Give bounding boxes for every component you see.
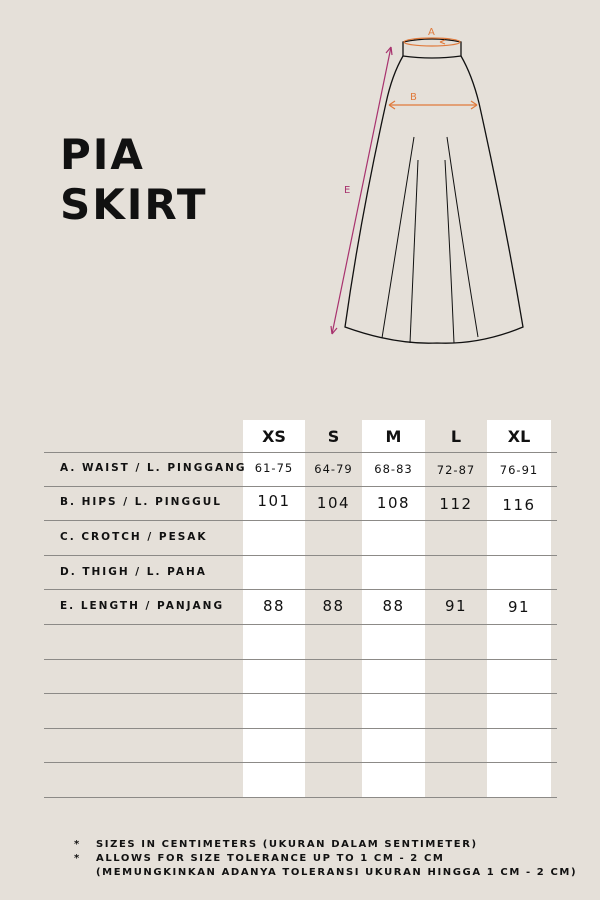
measure-e-arrow [332,47,391,334]
skirt-seam [447,137,478,337]
skirt-waistband [403,39,461,58]
footnote-text: ALLOWS FOR SIZE TOLERANCE UP TO 1 CM - 2 CM [96,853,445,864]
cell-length-s: 88 [322,597,345,615]
skirt-seam [445,160,454,343]
row-divider [44,589,557,590]
footnote-2-continued [74,866,577,880]
title-line-2: SKIRT [60,180,208,229]
row-divider [44,762,557,763]
footnote-2 [74,852,577,866]
row-divider [44,659,557,660]
cell-length-m: 88 [382,597,405,615]
measure-e-label: E [344,185,351,196]
skirt-seam [382,137,414,338]
skirt-diagram [320,18,540,358]
cell-hips-xs: 101 [257,492,291,510]
footnote-bullet: * [74,839,81,850]
row-label-length: E. LENGTH / PANJANG [60,600,225,612]
cell-waist-m: 68-83 [374,462,413,476]
row-divider [44,520,557,521]
size-header-l: L [450,427,462,446]
measure-b-label: B [410,92,417,103]
row-divider [44,797,557,798]
footnotes [74,838,577,880]
cell-waist-xs: 61-75 [254,461,294,475]
row-divider [44,693,557,694]
row-divider [44,555,557,556]
cell-waist-l: 72-87 [436,463,476,477]
footnote-bullet: * [74,853,81,864]
cell-waist-s: 64-79 [314,462,353,476]
size-header-m: M [385,427,402,446]
cell-waist-xl: 76-91 [499,463,539,477]
row-divider [44,728,557,729]
footnote-text: SIZES IN CENTIMETERS (UKURAN DALAM SENTIMETER) [96,839,478,850]
footnote-1 [74,838,577,852]
row-label-thigh: D. THIGH / L. PAHA [60,566,207,578]
cell-hips-l: 112 [439,495,473,513]
measure-a-label: A [428,27,435,38]
skirt-outline [345,56,523,343]
row-divider [44,486,557,487]
row-divider [44,452,557,453]
cell-length-xs: 88 [262,597,286,615]
footnote-text: (MEMUNGKINKAN ADANYA TOLERANSI UKURAN HINGGA 1 CM - 2 CM) [96,867,578,878]
cell-hips-s: 104 [316,494,351,512]
size-header-xl: XL [507,427,531,446]
row-label-hips: B. HIPS / L. PINGGUL [60,496,222,508]
cell-hips-xl: 116 [502,496,536,514]
row-label-crotch: C. CROTCH / PESAK [60,531,208,543]
size-header-s: S [327,427,340,446]
skirt-seam [410,160,418,343]
cell-length-l: 91 [444,597,468,615]
title-line-1: PIA [60,130,145,179]
cell-length-xl: 91 [507,598,531,616]
size-header-xs: XS [262,427,286,446]
row-label-waist: A. WAIST / L. PINGGANG [60,462,247,474]
page-title [60,130,208,230]
row-divider [44,624,557,625]
cell-hips-m: 108 [376,494,411,512]
